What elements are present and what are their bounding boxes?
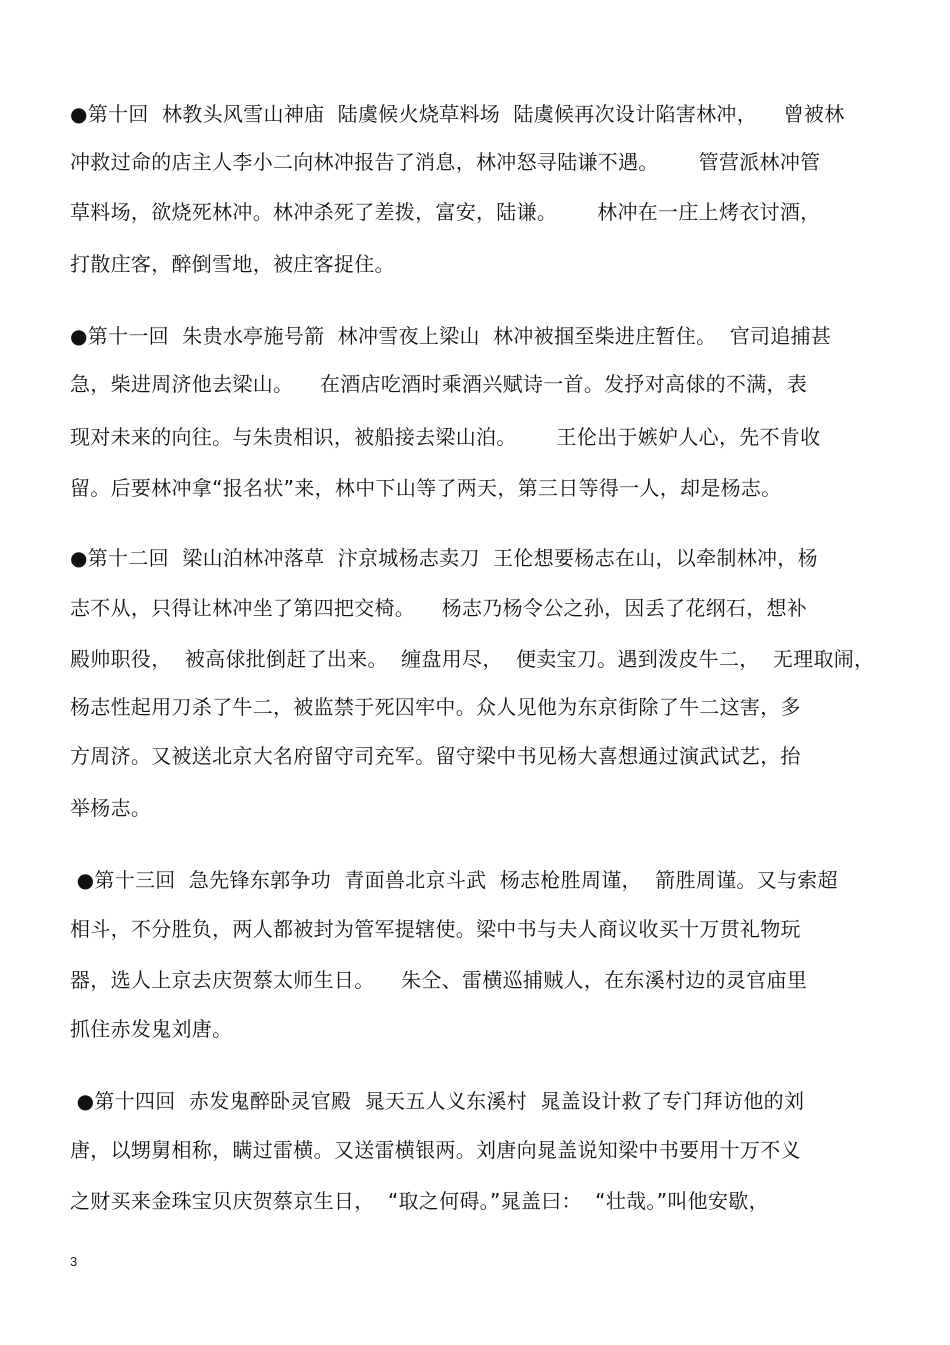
text-line: ●第十二回 梁山泊林冲落草 汴京城杨志卖刀 王伦想要杨志在山，以牵制林冲，杨: [70, 546, 818, 570]
text-line: 相斗，不分胜负，两人都被封为管军提辖使。梁中书与夫人商议收买十万贯礼物玩: [70, 917, 801, 941]
text-line: 打散庄客，醉倒雪地，被庄客捉住。: [70, 252, 395, 276]
text-line: 抓住赤发鬼刘唐。: [70, 1017, 233, 1041]
text-line: 杨志性起用刀杀了牛二，被监禁于死囚牢中。众人见他为东京街除了牛二这害，多: [70, 695, 801, 719]
text-line: 现对未来的向往。与朱贵相识，被船接去梁山泊。 王伦出于嫉妒人心，先不肯收: [70, 425, 821, 449]
text-line: ●第十回 林教头风雪山神庙 陆虞候火烧草料场 陆虞候再次设计陷害林冲， 曾被林: [70, 102, 845, 126]
text-line: 方周济。又被送北京大名府留守司充军。留守梁中书见杨大喜想通过演武试艺，抬: [70, 744, 801, 768]
text-line: 冲救过命的店主人李小二向林冲报告了消息，林冲怒寻陆谦不遇。 管营派林冲管: [70, 150, 821, 174]
text-line: ●第十四回 赤发鬼醉卧灵官殿 晁天五人义东溪村 晁盖设计救了专门拜访他的刘: [70, 1089, 805, 1113]
text-line: 器，选人上京去庆贺蔡太师生日。 朱仝、雷横巡捕贼人，在东溪村边的灵官庙里: [70, 968, 808, 992]
text-line: 志不从，只得让林冲坐了第四把交椅。 杨志乃杨令公之孙，因丢了花纲石，想补: [70, 596, 808, 620]
text-line: ●第十三回 急先锋东郭争功 青面兽北京斗武 杨志枪胜周谨， 箭胜周谨。又与索超: [70, 868, 838, 892]
text-line: 草料场，欲烧死林冲。林冲杀死了差拨，富安，陆谦。 林冲在一庄上烤衣讨酒，: [70, 200, 821, 224]
text-line: 急，柴进周济他去梁山。 在酒店吃酒时乘酒兴赋诗一首。发抒对高俅的不满，表: [70, 372, 808, 396]
text-line: ●第十一回 朱贵水亭施号箭 林冲雪夜上梁山 林冲被掴至柴进庄暂住。 官司追捕甚: [70, 324, 832, 348]
text-line: 留。后要林冲拿“报名状”来，林中下山等了两天，第三日等得一人，却是杨志。: [70, 476, 782, 500]
text-line: 举杨志。: [70, 796, 152, 820]
page-number: 3: [70, 1254, 78, 1269]
text-line: 唐，以甥舅相称，瞒过雷横。又送雷横银两。刘唐向晁盖说知梁中书要用十万不义: [70, 1138, 801, 1162]
text-line: 之财买来金珠宝贝庆贺蔡京生日， “取之何碍。”晁盖曰： “壮哉。”叫他安歇，: [70, 1189, 769, 1213]
text-line: 殿帅职役， 被高俅批倒赶了出来。 缠盘用尽， 便卖宝刀。遇到泼皮牛二， 无理取闹，: [70, 647, 875, 671]
